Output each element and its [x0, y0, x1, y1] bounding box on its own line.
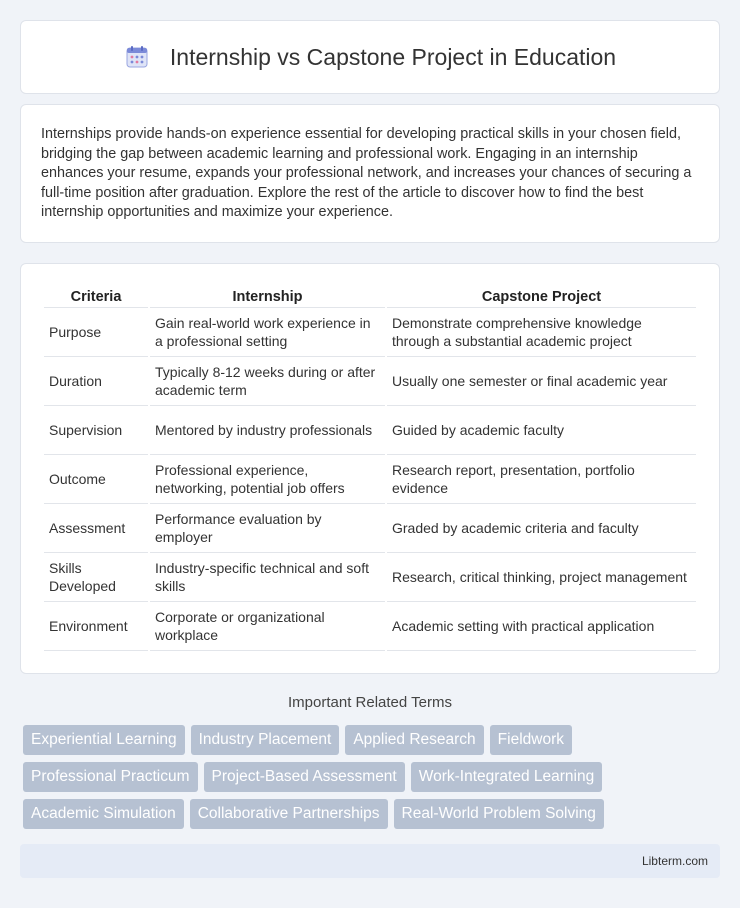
cell-internship: Performance evaluation by employer	[150, 504, 385, 553]
table-row	[44, 553, 696, 602]
cell-criteria: Skills Developed	[44, 553, 148, 602]
table-row	[44, 504, 696, 553]
tag-collaborative-partnerships[interactable]: Collaborative Partnerships	[190, 799, 388, 829]
header-capstone: Capstone Project	[387, 284, 696, 308]
table-header-row	[44, 284, 696, 308]
cell-criteria: Environment	[44, 602, 148, 651]
page-title: Internship vs Capstone Project in Education	[169, 43, 617, 70]
intro-card	[20, 104, 720, 243]
comparison-table	[42, 284, 698, 651]
related-terms-section	[20, 694, 720, 829]
cell-internship: Professional experience, networking, potential job offers	[150, 455, 385, 504]
header-internship: Internship	[150, 284, 385, 308]
calendar-icon	[124, 44, 150, 70]
tag-project-based-assessment[interactable]: Project-Based Assessment	[204, 762, 405, 792]
page-header	[20, 20, 720, 94]
cell-capstone: Research report, presentation, portfolio evidence	[387, 455, 696, 504]
cell-internship: Corporate or organizational workplace	[150, 602, 385, 651]
tag-academic-simulation[interactable]: Academic Simulation	[23, 799, 184, 829]
cell-criteria: Outcome	[44, 455, 148, 504]
cell-internship: Typically 8-12 weeks during or after academic term	[150, 357, 385, 406]
table-row	[44, 308, 696, 357]
cell-criteria: Assessment	[44, 504, 148, 553]
cell-capstone: Academic setting with practical application	[387, 602, 696, 651]
cell-capstone: Research, critical thinking, project management	[387, 553, 696, 602]
tag-applied-research[interactable]: Applied Research	[345, 725, 483, 755]
footer-site-link[interactable]: Libterm.com	[641, 854, 708, 868]
footer	[20, 844, 720, 878]
cell-capstone: Graded by academic criteria and faculty	[387, 504, 696, 553]
table-row	[44, 455, 696, 504]
tag-real-world-problem-solving[interactable]: Real-World Problem Solving	[394, 799, 604, 829]
related-terms-title: Important Related Terms	[288, 694, 452, 711]
intro-text: Internships provide hands-on experience essential for developing practical skills in your chosen field, bridging the gap between academic learning and professional work. Engaging in an internship enhances your resume, expands your professional network, and increases your chances of securing a full-time position after graduation. Explore the rest of the article to discover how to find the best internship opportunities and maximize your experience.	[41, 126, 692, 221]
tag-work-integrated-learning[interactable]: Work-Integrated Learning	[411, 762, 602, 792]
cell-capstone: Usually one semester or final academic year	[387, 357, 696, 406]
cell-criteria: Supervision	[44, 406, 148, 455]
tag-experiential-learning[interactable]: Experiential Learning	[23, 725, 185, 755]
tag-professional-practicum[interactable]: Professional Practicum	[23, 762, 198, 792]
table-row	[44, 357, 696, 406]
tag-fieldwork[interactable]: Fieldwork	[490, 725, 572, 755]
cell-criteria: Duration	[44, 357, 148, 406]
cell-criteria: Purpose	[44, 308, 148, 357]
cell-internship: Industry-specific technical and soft skills	[150, 553, 385, 602]
tag-industry-placement[interactable]: Industry Placement	[191, 725, 340, 755]
cell-capstone: Guided by academic faculty	[387, 406, 696, 455]
comparison-card	[20, 263, 720, 674]
related-tags	[20, 725, 720, 829]
cell-internship: Mentored by industry professionals	[150, 406, 385, 455]
table-row	[44, 406, 696, 455]
cell-capstone: Demonstrate comprehensive knowledge through a substantial academic project	[387, 308, 696, 357]
header-criteria: Criteria	[44, 284, 148, 308]
table-row	[44, 602, 696, 651]
cell-internship: Gain real-world work experience in a professional setting	[150, 308, 385, 357]
